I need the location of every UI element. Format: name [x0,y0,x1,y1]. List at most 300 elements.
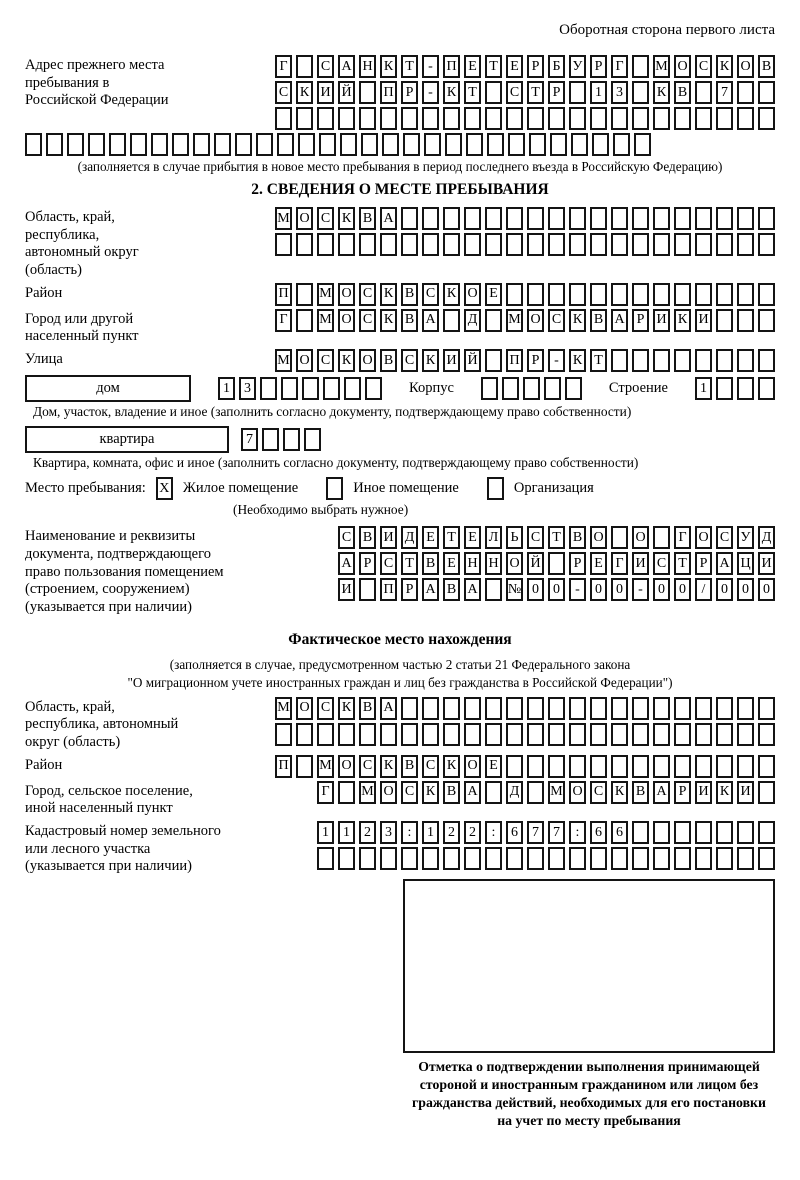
char-cell[interactable]: В [422,552,439,575]
char-cell[interactable]: 0 [674,578,691,601]
char-cell[interactable] [674,107,691,130]
char-cell[interactable] [716,349,733,372]
char-cell[interactable] [674,697,691,720]
char-cell[interactable] [548,107,565,130]
char-cell[interactable]: К [674,309,691,332]
char-cell[interactable]: С [401,349,418,372]
char-cell[interactable] [485,81,502,104]
char-cell[interactable] [130,133,147,156]
char-cell[interactable]: В [401,755,418,778]
char-cell[interactable] [296,233,313,256]
char-cell[interactable] [296,283,313,306]
char-cell[interactable]: А [338,552,355,575]
char-cell[interactable] [632,821,649,844]
char-cell[interactable] [506,233,523,256]
char-cell[interactable] [317,233,334,256]
char-cell[interactable] [464,697,481,720]
char-cell[interactable] [506,283,523,306]
char-cell[interactable] [695,755,712,778]
char-cell[interactable] [380,723,397,746]
char-cell[interactable]: С [317,207,334,230]
house-number-cells[interactable] [218,377,382,400]
char-cell[interactable]: 2 [464,821,481,844]
char-cell[interactable] [653,847,670,870]
char-cell[interactable]: М [548,781,565,804]
char-cell[interactable] [443,107,460,130]
char-cell[interactable] [502,377,519,400]
char-cell[interactable]: Т [443,526,460,549]
char-cell[interactable]: 0 [527,578,544,601]
char-cell[interactable]: А [611,309,628,332]
prev-address-row-3[interactable] [275,107,775,130]
char-cell[interactable]: Т [464,81,481,104]
char-cell[interactable]: М [275,207,292,230]
char-cell[interactable]: 1 [338,821,355,844]
char-cell[interactable] [359,233,376,256]
char-cell[interactable] [25,133,42,156]
char-cell[interactable] [506,697,523,720]
char-cell[interactable] [401,697,418,720]
char-cell[interactable]: Т [485,55,502,78]
char-cell[interactable] [529,133,546,156]
char-cell[interactable] [632,233,649,256]
char-cell[interactable] [527,847,544,870]
char-cell[interactable]: Ц [737,552,754,575]
char-cell[interactable] [737,723,754,746]
char-cell[interactable] [632,81,649,104]
char-cell[interactable] [506,755,523,778]
char-cell[interactable]: А [464,781,481,804]
char-cell[interactable] [590,283,607,306]
char-cell[interactable] [632,755,649,778]
char-cell[interactable] [548,552,565,575]
char-cell[interactable] [296,107,313,130]
char-cell[interactable]: 6 [590,821,607,844]
char-cell[interactable]: 3 [380,821,397,844]
char-cell[interactable] [590,207,607,230]
char-cell[interactable]: И [338,578,355,601]
char-cell[interactable]: Т [527,81,544,104]
char-cell[interactable] [758,309,775,332]
char-cell[interactable]: И [380,526,397,549]
char-cell[interactable] [569,723,586,746]
char-cell[interactable] [716,233,733,256]
char-cell[interactable]: К [422,781,439,804]
street-row[interactable] [275,349,775,372]
char-cell[interactable]: : [569,821,586,844]
char-cell[interactable]: И [695,781,712,804]
char-cell[interactable] [319,133,336,156]
char-cell[interactable]: Й [527,552,544,575]
char-cell[interactable] [737,697,754,720]
char-cell[interactable] [296,723,313,746]
char-cell[interactable] [695,723,712,746]
char-cell[interactable]: Н [485,552,502,575]
char-cell[interactable] [88,133,105,156]
char-cell[interactable] [653,107,670,130]
char-cell[interactable]: 1 [590,81,607,104]
char-cell[interactable]: С [359,309,376,332]
char-cell[interactable]: 0 [548,578,565,601]
char-cell[interactable]: О [296,697,313,720]
char-cell[interactable]: С [506,81,523,104]
char-cell[interactable]: О [380,781,397,804]
char-cell[interactable]: 1 [695,377,712,400]
char-cell[interactable] [695,283,712,306]
prev-address-row-1[interactable] [275,55,775,78]
prev-address-row-4[interactable] [25,133,775,156]
char-cell[interactable]: И [653,309,670,332]
char-cell[interactable]: Г [611,552,628,575]
char-cell[interactable] [758,233,775,256]
char-cell[interactable]: 7 [241,428,258,451]
korpus-cells[interactable] [481,377,582,400]
char-cell[interactable]: Ь [506,526,523,549]
char-cell[interactable]: С [275,81,292,104]
char-cell[interactable] [632,283,649,306]
char-cell[interactable] [323,377,340,400]
char-cell[interactable] [611,847,628,870]
apartment-cells[interactable] [241,428,321,451]
char-cell[interactable] [653,723,670,746]
char-cell[interactable]: И [737,781,754,804]
char-cell[interactable] [653,207,670,230]
char-cell[interactable]: П [506,349,523,372]
char-cell[interactable] [695,697,712,720]
char-cell[interactable] [634,133,651,156]
char-cell[interactable] [344,377,361,400]
char-cell[interactable]: К [380,755,397,778]
char-cell[interactable] [382,133,399,156]
char-cell[interactable]: 0 [611,578,628,601]
char-cell[interactable] [527,207,544,230]
char-cell[interactable] [298,133,315,156]
char-cell[interactable]: И [695,309,712,332]
char-cell[interactable] [737,107,754,130]
char-cell[interactable]: Р [674,781,691,804]
char-cell[interactable]: Е [506,55,523,78]
char-cell[interactable] [296,755,313,778]
char-cell[interactable]: 1 [317,821,334,844]
char-cell[interactable] [443,207,460,230]
char-cell[interactable]: А [716,552,733,575]
char-cell[interactable]: К [443,755,460,778]
char-cell[interactable]: А [422,578,439,601]
char-cell[interactable]: С [317,349,334,372]
char-cell[interactable]: Т [401,552,418,575]
char-cell[interactable]: В [674,81,691,104]
char-cell[interactable] [569,233,586,256]
char-cell[interactable] [235,133,252,156]
char-cell[interactable] [151,133,168,156]
char-cell[interactable] [548,847,565,870]
char-cell[interactable]: 0 [758,578,775,601]
char-cell[interactable] [338,781,355,804]
char-cell[interactable] [716,723,733,746]
char-cell[interactable] [464,207,481,230]
char-cell[interactable]: О [737,55,754,78]
char-cell[interactable]: Р [401,578,418,601]
char-cell[interactable] [424,133,441,156]
char-cell[interactable] [758,847,775,870]
char-cell[interactable]: С [422,283,439,306]
char-cell[interactable] [359,81,376,104]
char-cell[interactable] [716,207,733,230]
char-cell[interactable] [590,107,607,130]
char-cell[interactable]: О [338,755,355,778]
char-cell[interactable] [590,233,607,256]
char-cell[interactable] [464,723,481,746]
char-cell[interactable] [527,755,544,778]
char-cell[interactable] [758,283,775,306]
char-cell[interactable]: : [401,821,418,844]
char-cell[interactable] [487,133,504,156]
document-row-2[interactable] [338,552,775,575]
char-cell[interactable]: 3 [611,81,628,104]
char-cell[interactable] [758,821,775,844]
char-cell[interactable] [485,578,502,601]
char-cell[interactable]: Е [485,283,502,306]
char-cell[interactable] [485,207,502,230]
char-cell[interactable]: 6 [506,821,523,844]
char-cell[interactable]: Р [527,349,544,372]
char-cell[interactable]: В [590,309,607,332]
char-cell[interactable] [422,697,439,720]
char-cell[interactable] [758,207,775,230]
char-cell[interactable] [716,755,733,778]
char-cell[interactable] [548,207,565,230]
char-cell[interactable]: Д [401,526,418,549]
char-cell[interactable] [548,697,565,720]
char-cell[interactable]: А [380,697,397,720]
char-cell[interactable] [569,207,586,230]
char-cell[interactable]: А [653,781,670,804]
char-cell[interactable]: К [653,81,670,104]
char-cell[interactable]: В [758,55,775,78]
char-cell[interactable] [527,697,544,720]
char-cell[interactable] [544,377,561,400]
char-cell[interactable]: - [422,81,439,104]
cadastral-row-2[interactable] [317,847,775,870]
char-cell[interactable]: В [359,697,376,720]
char-cell[interactable] [67,133,84,156]
char-cell[interactable] [737,207,754,230]
cadastral-row-1[interactable] [317,821,775,844]
char-cell[interactable] [172,133,189,156]
char-cell[interactable]: Р [569,552,586,575]
char-cell[interactable]: Р [527,55,544,78]
char-cell[interactable]: В [443,578,460,601]
char-cell[interactable]: 6 [611,821,628,844]
char-cell[interactable]: В [443,781,460,804]
char-cell[interactable]: У [569,55,586,78]
prev-address-row-2[interactable] [275,81,775,104]
char-cell[interactable] [653,526,670,549]
char-cell[interactable] [527,233,544,256]
char-cell[interactable]: М [317,283,334,306]
char-cell[interactable] [359,107,376,130]
char-cell[interactable] [193,133,210,156]
char-cell[interactable] [590,723,607,746]
char-cell[interactable] [632,847,649,870]
char-cell[interactable] [527,107,544,130]
char-cell[interactable] [653,233,670,256]
char-cell[interactable]: К [443,283,460,306]
char-cell[interactable]: К [569,309,586,332]
actual-region-row-1[interactable] [275,697,775,720]
char-cell[interactable]: Д [758,526,775,549]
char-cell[interactable]: Е [485,755,502,778]
char-cell[interactable] [485,697,502,720]
char-cell[interactable] [716,847,733,870]
char-cell[interactable] [611,283,628,306]
char-cell[interactable]: С [653,552,670,575]
char-cell[interactable]: В [569,526,586,549]
char-cell[interactable] [109,133,126,156]
char-cell[interactable]: Р [548,81,565,104]
char-cell[interactable]: 1 [422,821,439,844]
char-cell[interactable] [632,697,649,720]
char-cell[interactable] [466,133,483,156]
char-cell[interactable]: В [359,207,376,230]
char-cell[interactable] [485,233,502,256]
region-row-1[interactable] [275,207,775,230]
char-cell[interactable] [758,781,775,804]
char-cell[interactable] [485,723,502,746]
char-cell[interactable]: М [359,781,376,804]
char-cell[interactable] [485,107,502,130]
char-cell[interactable]: Г [317,781,334,804]
char-cell[interactable] [695,847,712,870]
char-cell[interactable]: 7 [527,821,544,844]
char-cell[interactable] [632,107,649,130]
char-cell[interactable] [443,233,460,256]
char-cell[interactable] [737,81,754,104]
char-cell[interactable] [380,847,397,870]
char-cell[interactable]: В [401,283,418,306]
char-cell[interactable]: В [632,781,649,804]
char-cell[interactable]: К [338,207,355,230]
char-cell[interactable]: И [317,81,334,104]
char-cell[interactable]: И [758,552,775,575]
char-cell[interactable]: И [632,552,649,575]
char-cell[interactable]: С [338,526,355,549]
char-cell[interactable]: У [737,526,754,549]
char-cell[interactable]: Т [401,55,418,78]
char-cell[interactable] [523,377,540,400]
char-cell[interactable] [592,133,609,156]
char-cell[interactable]: - [569,578,586,601]
char-cell[interactable]: О [632,526,649,549]
char-cell[interactable] [464,107,481,130]
char-cell[interactable] [443,309,460,332]
char-cell[interactable] [758,755,775,778]
char-cell[interactable] [485,781,502,804]
char-cell[interactable] [338,847,355,870]
char-cell[interactable] [758,697,775,720]
char-cell[interactable] [590,755,607,778]
char-cell[interactable] [716,697,733,720]
char-cell[interactable]: 0 [716,578,733,601]
char-cell[interactable] [317,107,334,130]
char-cell[interactable]: С [317,697,334,720]
actual-district-row[interactable] [275,755,775,778]
char-cell[interactable]: О [464,755,481,778]
char-cell[interactable]: И [443,349,460,372]
char-cell[interactable] [46,133,63,156]
char-cell[interactable]: О [569,781,586,804]
char-cell[interactable] [695,821,712,844]
char-cell[interactable] [565,377,582,400]
char-cell[interactable]: С [317,55,334,78]
char-cell[interactable]: 0 [653,578,670,601]
char-cell[interactable] [674,283,691,306]
char-cell[interactable] [653,283,670,306]
char-cell[interactable]: Г [275,309,292,332]
char-cell[interactable]: М [653,55,670,78]
char-cell[interactable]: 3 [239,377,256,400]
stay-option-other-checkbox[interactable] [326,477,343,500]
char-cell[interactable]: - [422,55,439,78]
char-cell[interactable] [758,377,775,400]
char-cell[interactable]: Г [275,55,292,78]
char-cell[interactable] [737,309,754,332]
char-cell[interactable]: Е [464,526,481,549]
char-cell[interactable] [359,723,376,746]
char-cell[interactable]: Е [422,526,439,549]
char-cell[interactable]: Р [401,81,418,104]
char-cell[interactable]: О [338,283,355,306]
char-cell[interactable]: Т [548,526,565,549]
char-cell[interactable] [422,847,439,870]
char-cell[interactable] [262,428,279,451]
char-cell[interactable]: / [695,578,712,601]
char-cell[interactable] [326,477,343,500]
char-cell[interactable]: 1 [218,377,235,400]
char-cell[interactable] [443,847,460,870]
char-cell[interactable] [403,133,420,156]
char-cell[interactable] [569,697,586,720]
char-cell[interactable]: Е [443,552,460,575]
char-cell[interactable] [527,283,544,306]
char-cell[interactable] [256,133,273,156]
char-cell[interactable] [716,283,733,306]
char-cell[interactable] [422,233,439,256]
char-cell[interactable]: М [317,755,334,778]
char-cell[interactable]: С [401,781,418,804]
char-cell[interactable]: № [506,578,523,601]
char-cell[interactable] [695,349,712,372]
char-cell[interactable]: М [506,309,523,332]
char-cell[interactable] [277,133,294,156]
char-cell[interactable] [487,477,504,500]
char-cell[interactable] [695,233,712,256]
char-cell[interactable]: П [275,755,292,778]
char-cell[interactable] [674,755,691,778]
char-cell[interactable] [716,377,733,400]
char-cell[interactable]: Н [464,552,481,575]
char-cell[interactable]: К [380,309,397,332]
char-cell[interactable]: В [401,309,418,332]
char-cell[interactable]: О [674,55,691,78]
char-cell[interactable] [569,283,586,306]
char-cell[interactable] [758,81,775,104]
char-cell[interactable]: Б [548,55,565,78]
char-cell[interactable]: Н [359,55,376,78]
char-cell[interactable] [611,526,628,549]
char-cell[interactable] [401,847,418,870]
char-cell[interactable] [737,377,754,400]
